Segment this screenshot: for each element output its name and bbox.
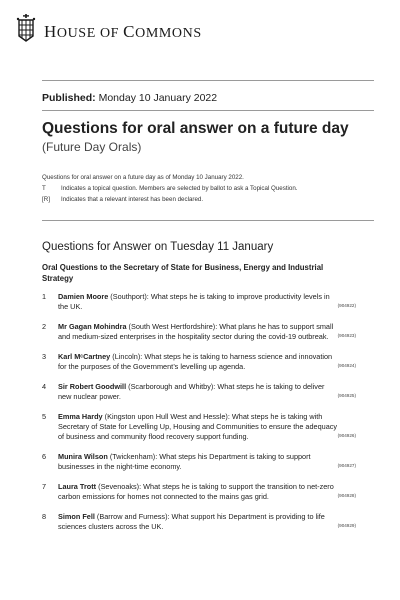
question-text: (South West Hertfordshire): What plans he has to support small and medium-sized enterprises in the hospitality sector during the covid-19 outbreak. (58, 322, 334, 342)
page-title: Questions for oral answer on a future day (42, 120, 349, 137)
published-line (42, 92, 217, 104)
question-number: 6 (42, 452, 47, 462)
question-number: 1 (42, 292, 47, 301)
divider (42, 110, 374, 111)
question-text: (Kingston upon Hull West and Hessle): What steps he is taking with Secretary of State for Levelling Up, Housing and Communities to ensure the adequacy of business and community flood recovery support funding. (58, 412, 338, 442)
intro-line: Questions for oral answer on a future day as of Monday 10 January 2022. (42, 174, 244, 181)
question-ref: (904922) (337, 303, 356, 309)
note-topical: T Indicates a topical question. Members are selected by ballot to ask a Topical Question. (42, 185, 298, 192)
question-text: (Southport): What steps he is taking to improve productivity levels in the UK. (58, 292, 330, 312)
question-number: 5 (42, 412, 47, 421)
published-label: Published: (42, 92, 96, 104)
masthead (16, 14, 202, 44)
question-item (42, 292, 360, 312)
question-member: Munira Wilson (58, 452, 108, 462)
question-item (42, 412, 360, 443)
question-number: 8 (42, 512, 47, 522)
question-text: (Lincoln): What steps he is taking to harness science and innovation for the purposes of the Government’s levelling up agenda. (58, 352, 333, 372)
question-member: Simon Fell (58, 512, 95, 522)
question-member: Sir Robert Goodwill (58, 382, 127, 391)
divider (42, 80, 374, 81)
page-subtitle: (Future Day Orals) (42, 140, 142, 154)
question-item (42, 352, 360, 372)
question-item (42, 512, 360, 532)
question-ref: (904927) (337, 463, 356, 469)
question-item (42, 482, 360, 502)
question-ref: (904923) (337, 333, 356, 339)
question-text: (Twickenham): What steps his Department is taking to support businesses in the night-time economy. (58, 452, 311, 472)
question-ref: (904928) (337, 493, 356, 499)
question-number: 4 (42, 382, 47, 391)
portcullis-logo-icon (16, 14, 36, 44)
question-ref: (904926) (337, 433, 356, 439)
question-number: 7 (42, 482, 47, 492)
house-of-commons-wordmark: HOUSE OF COMMONS (44, 22, 202, 41)
note-interest: [R] Indicates that a relevant interest has been declared. (42, 196, 204, 203)
question-text: (Barrow and Furness): What support his Department is providing to life sciences clusters across the UK. (58, 512, 325, 532)
question-text: (Scarborough and Whitby): What steps he is taking to deliver new nuclear power. (58, 382, 325, 402)
question-member: Karl MᶜCartney (58, 352, 111, 361)
section-date-heading: Questions for Answer on Tuesday 11 January (42, 241, 274, 253)
question-text: (Sevenoaks): What steps he is taking to support the transition to net-zero carbon emissions for homes not connected to the mains gas grid. (58, 482, 334, 502)
question-ref: (904929) (337, 523, 356, 529)
question-ref: (904925) (337, 393, 356, 399)
question-number: 3 (42, 352, 47, 361)
question-member: Laura Trott (58, 482, 97, 492)
question-item (42, 322, 360, 342)
section-department-heading: Oral Questions to the Secretary of State for Business, Energy and Industrial Strategy (42, 263, 324, 283)
question-member: Emma Hardy (58, 412, 103, 421)
questions-list (42, 292, 360, 542)
question-item (42, 452, 360, 472)
question-member: Mr Gagan Mohindra (58, 322, 127, 331)
question-member: Damien Moore (58, 292, 109, 301)
published-date: Monday 10 January 2022 (98, 92, 218, 104)
question-number: 2 (42, 322, 47, 331)
intro-block (42, 172, 298, 205)
question-item (42, 382, 360, 402)
divider (42, 220, 374, 221)
question-ref: (904924) (337, 363, 356, 369)
